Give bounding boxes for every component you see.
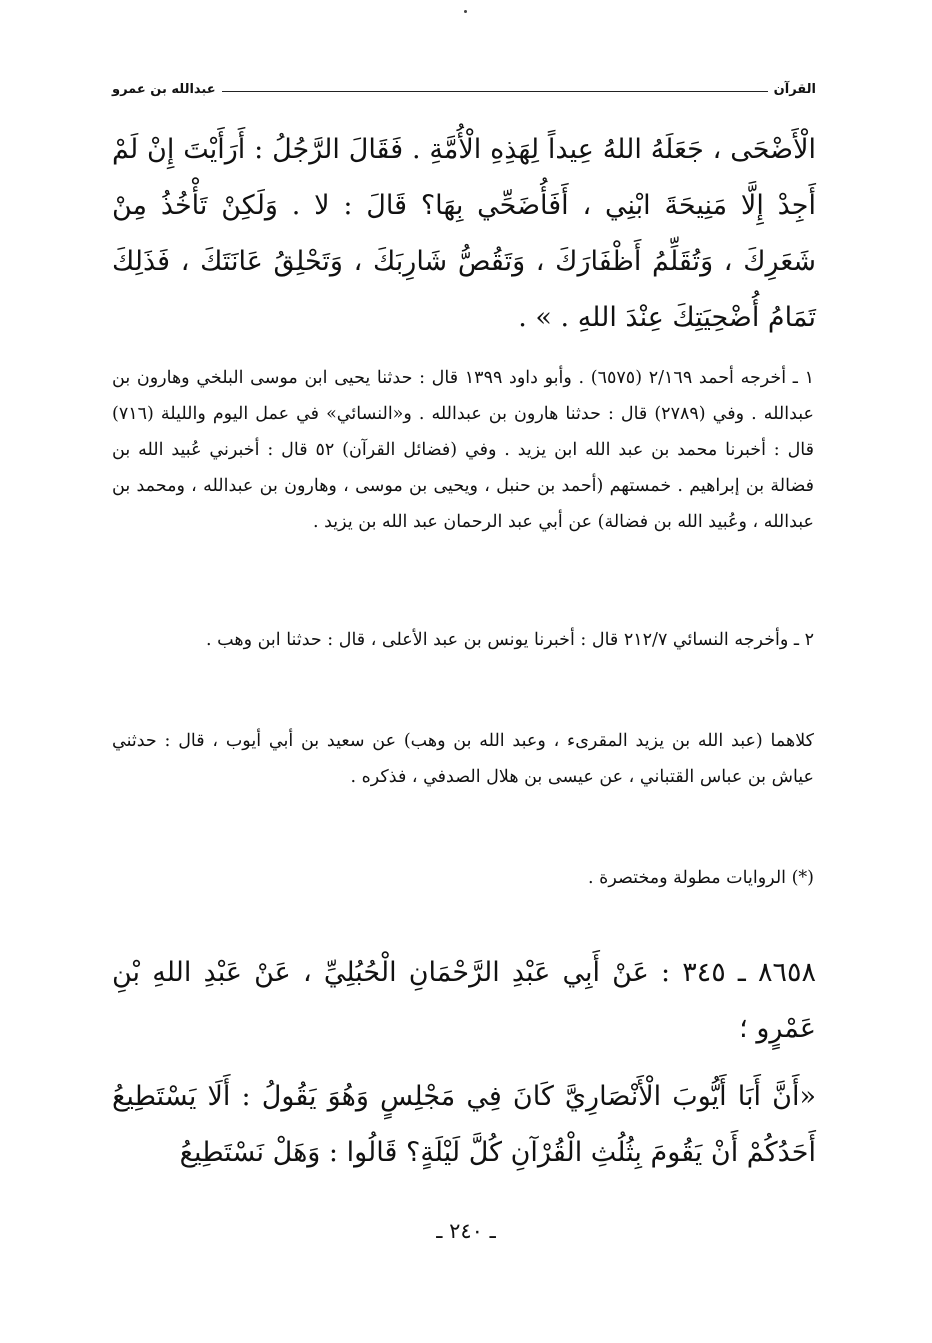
- scan-speck: [464, 10, 467, 13]
- footnote-3: كلاهما (عبد الله بن يزيد المقرىء ، وعبد الله بن وهب) عن سعيد بن أبي أيوب ، قال : حدثني عياش بن عباس القتباني ، عن عيسى بن هلال الصدفي ، فذكره .: [112, 731, 814, 787]
- footnote-note: (*) الروايات مطولة ومختصرة .: [588, 868, 814, 888]
- footnote-2: ٢ ـ وأخرجه النسائي ٢١٢/٧ قال : أخبرنا يونس بن عبد الأعلى ، قال : حدثنا ابن وهب .: [206, 630, 814, 650]
- page-number: ـ ٢٤٠ ـ: [436, 1219, 496, 1243]
- header-left-title: عبدالله بن عمرو: [112, 81, 216, 97]
- header-right-title: القرآن: [773, 81, 816, 97]
- hadith-heading: ٨٦٥٨ ـ ٣٤٥ : عَنْ أَبِي عَبْدِ الرَّحْمَانِ الْحُبُلِيِّ ، عَنْ عَبْدِ اللهِ بْنِ عَمْرٍو ؛: [112, 957, 816, 1044]
- hadith-continuation: الْأَضْحَى ، جَعَلَهُ اللهُ عِيداً لِهَذِهِ الْأُمَّةِ . فَقَالَ الرَّجُلُ : أَرَأَيْتَ إِنْ لَمْ أَجِدْ إِلَّا مَنِيحَةَ ابْنِي ، أَفَأُضَحِّي بِهَا؟ قَالَ : لا . وَلَكِنْ تَأْخُذُ مِنْ شَعَرِكَ ، وَتُقَلِّمُ أَظْفَارَكَ ، وَتَقُصُّ شَارِبَكَ ، وَتَحْلِقُ عَانَتَكَ ، فَذَلِكَ تَمَامُ أُضْحِيَتِكَ عِنْدَ اللهِ . » .: [112, 134, 816, 333]
- footnote-1: ١ ـ أخرجه أحمد ٢/١٦٩ (٦٥٧٥) . وأبو داود ١٣٩٩ قال : حدثنا يحيى ابن موسى البلخي وهارون بن عبدالله . وفي (٢٧٨٩) قال : حدثنا هارون بن عبدالله . و«النسائي» في عمل اليوم والليلة (٧١٦) قال : أخبرنا محمد بن عبد الله ابن يزيد . وفي (فضائل القرآن) ٥٢ قال : أخبرني عُبيد الله بن فضالة بن إبراهيم . خمستهم (أحمد بن حنبل ، ويحيى بن موسى ، وهارون بن عبدالله ، ومحمد بن عبدالله ، وعُبيد الله بن فضالة) عن أبي عبد الرحمان عبد الله بن يزيد .: [112, 368, 815, 532]
- running-header: [112, 78, 816, 100]
- hadith-text: «أَنَّ أَبَا أَيُّوبَ الْأَنْصَارِيَّ كَانَ فِي مَجْلِسٍ وَهُوَ يَقُولُ : أَلَا يَسْتَطِيعُ أَحَدُكُمْ أَنْ يَقُومَ بِثُلُثِ الْقُرْآنِ كُلَّ لَيْلَةٍ؟ قَالُوا : وَهَلْ نَسْتَطِيعُ: [112, 1081, 816, 1168]
- header-rule: [222, 91, 768, 92]
